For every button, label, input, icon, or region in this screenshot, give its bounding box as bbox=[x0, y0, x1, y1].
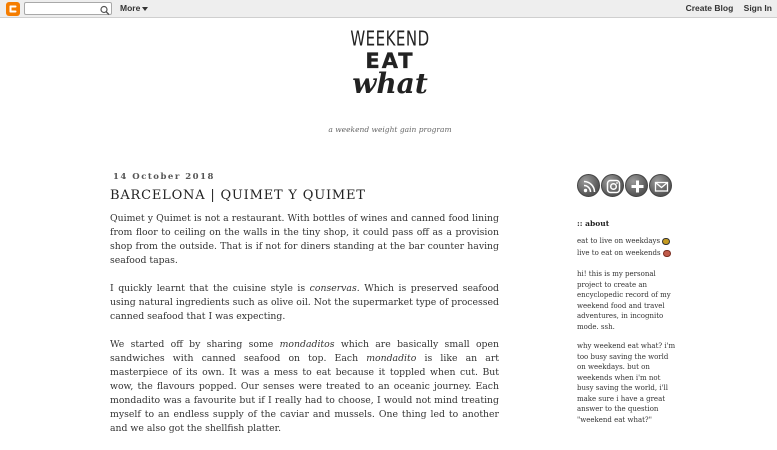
about-line-weekends bbox=[577, 249, 671, 257]
plus-icon[interactable] bbox=[625, 174, 648, 197]
create-blog-link[interactable]: Create Blog bbox=[685, 3, 734, 13]
about-why: why weekend eat what? i'm too busy saving the world on weekdays. but on weekends when i'm not busy saving the world, i'll make sure i have a great answer to the question "weekend eat what?" bbox=[577, 342, 676, 424]
blogger-logo-icon[interactable] bbox=[6, 2, 20, 16]
text-run: We started off by sharing some bbox=[110, 339, 280, 350]
text-run: which are basically small open sandwiches with canned seafood on top. Each bbox=[110, 339, 499, 364]
sign-in-link[interactable]: Sign In bbox=[743, 3, 772, 13]
blog-tagline: a weekend weight gain program bbox=[328, 125, 452, 134]
more-label: More bbox=[120, 3, 141, 13]
search-icon bbox=[98, 4, 112, 17]
emphasis: mondadito bbox=[366, 353, 417, 364]
post-date: 14 October 2018 bbox=[113, 172, 215, 182]
about-line-text: eat to live on weekdays bbox=[577, 237, 661, 245]
search-input[interactable] bbox=[25, 10, 97, 21]
bee-icon bbox=[662, 238, 670, 245]
text-run: I quickly learnt that the cuisine style is bbox=[110, 283, 310, 294]
post-paragraph bbox=[110, 282, 499, 324]
more-menu[interactable] bbox=[120, 3, 148, 13]
meat-icon bbox=[663, 250, 671, 257]
text-run: is like an art masterpiece of its own. It was a mess to eat because it toppled when cut. But wow, the flavours popped. Our senses were treated to an oceanic journey. Each mondadito was a favourite but if I really had to choose, I would not mind treating myself to an endless supply of the caviar and mussels. One thing led to another and we also got the shellfish platter. bbox=[110, 353, 499, 434]
blog-logo[interactable] bbox=[350, 28, 430, 100]
post-body bbox=[110, 212, 499, 450]
blogger-navbar bbox=[0, 0, 777, 18]
emphasis: conservas bbox=[309, 283, 357, 294]
logo-eat: EAT bbox=[365, 49, 415, 73]
post-paragraph bbox=[110, 338, 499, 436]
logo-weekend: WEEKEND bbox=[350, 26, 430, 52]
emphasis: mondaditos bbox=[279, 339, 335, 350]
search-button[interactable] bbox=[98, 2, 112, 15]
instagram-icon[interactable] bbox=[601, 174, 624, 197]
post-title[interactable]: BARCELONA | QUIMET Y QUIMET bbox=[110, 188, 366, 203]
about-heading: :: about bbox=[577, 219, 610, 228]
logo-what: what bbox=[352, 67, 428, 100]
rss-icon[interactable] bbox=[577, 174, 600, 197]
about-line-text: live to eat on weekends bbox=[577, 249, 661, 257]
post-paragraph: Quimet y Quimet is not a restaurant. With bottles of wines and canned food lining from floor to ceiling on the walls in the tiny shop, it could pass off as a provision shop from the outside. That is if not for diners standing at the bar counter having seafood tapas. bbox=[110, 213, 499, 266]
about-line-weekdays bbox=[577, 237, 670, 245]
text-run: . Which is preserved seafood using natural ingredients such as olive oil. Not the supermarket type of processed canned seafood that I was expecting. bbox=[110, 283, 499, 322]
mail-icon[interactable] bbox=[649, 174, 672, 197]
chevron-down-icon bbox=[142, 7, 148, 11]
about-bio: hi! this is my personal project to create an encyclopedic record of my weekend food and travel adventures, in incognito mode. ssh. bbox=[577, 270, 671, 331]
